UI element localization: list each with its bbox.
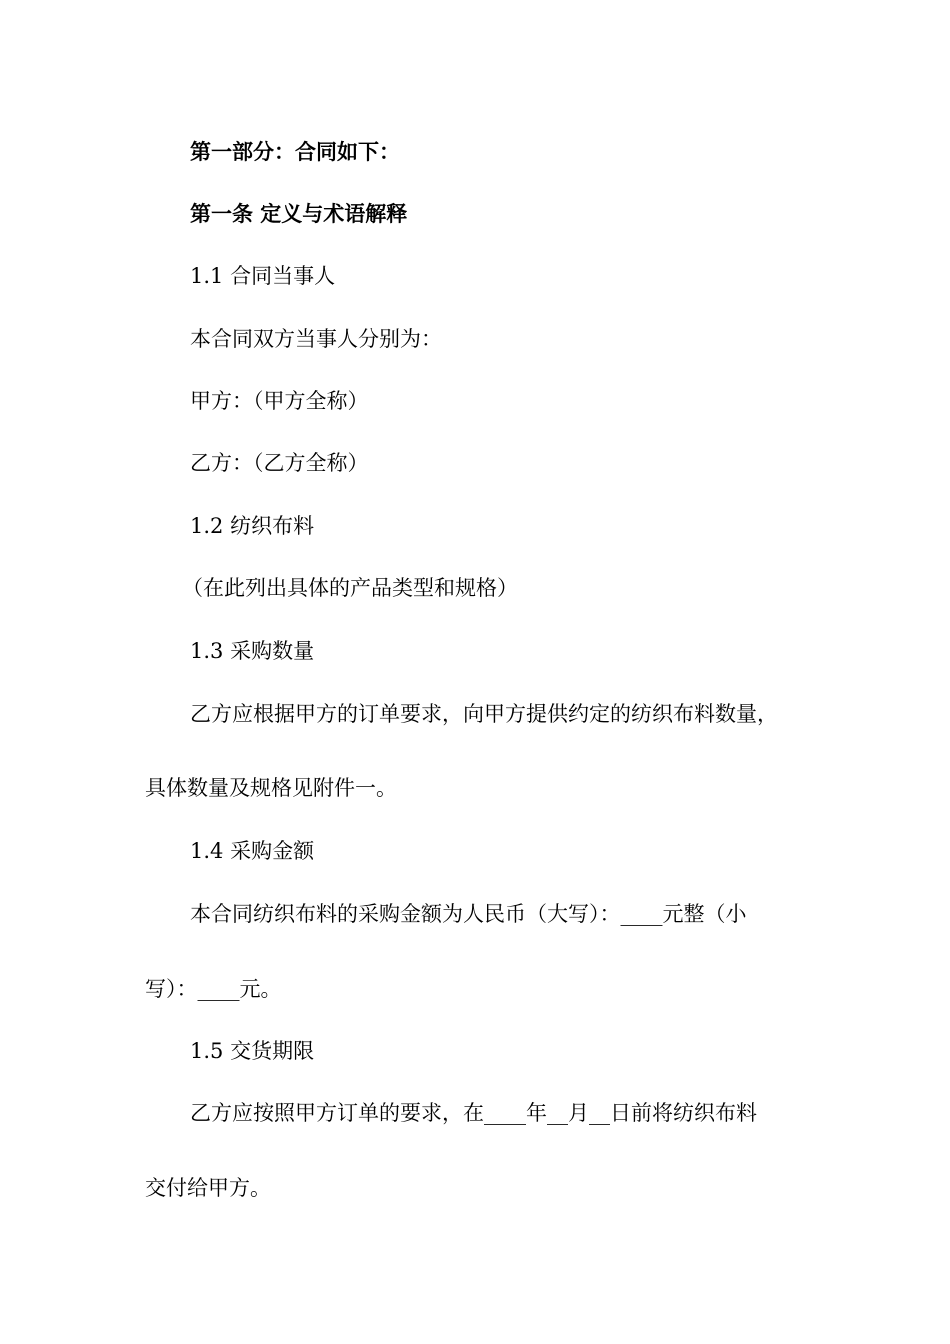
section-1-4-body-line-2: 写）：____元。 [145, 977, 282, 1001]
section-1-2-note: （在此列出具体的产品类型和规格） [182, 576, 518, 600]
party-b-line: 乙方：（乙方全称） [190, 451, 369, 475]
section-1-1-title: 1.1 合同当事人 [190, 264, 336, 288]
section-1-2-title: 1.2 纺织布料 [190, 514, 315, 538]
part-heading: 第一部分：合同如下： [190, 140, 400, 164]
article-heading: 第一条 定义与术语解释 [190, 202, 408, 226]
section-1-4-body-line-1: 本合同纺织布料的采购金额为人民币（大写）：____元整（小 [190, 902, 747, 926]
section-1-1-intro: 本合同双方当事人分别为： [190, 327, 442, 351]
section-1-5-title: 1.5 交货期限 [190, 1039, 315, 1063]
party-a-line: 甲方：（甲方全称） [190, 389, 369, 413]
section-1-5-body-line-1: 乙方应按照甲方订单的要求，在____年__月__日前将纺织布料 [190, 1101, 757, 1125]
section-1-5-body-line-2: 交付给甲方。 [145, 1176, 271, 1200]
section-1-4-title: 1.4 采购金额 [190, 839, 315, 863]
section-1-3-body-line-1: 乙方应根据甲方的订单要求，向甲方提供约定的纺织布料数量， [190, 702, 778, 726]
section-1-3-body-line-2: 具体数量及规格见附件一。 [145, 776, 397, 800]
section-1-3-title: 1.3 采购数量 [190, 639, 315, 663]
